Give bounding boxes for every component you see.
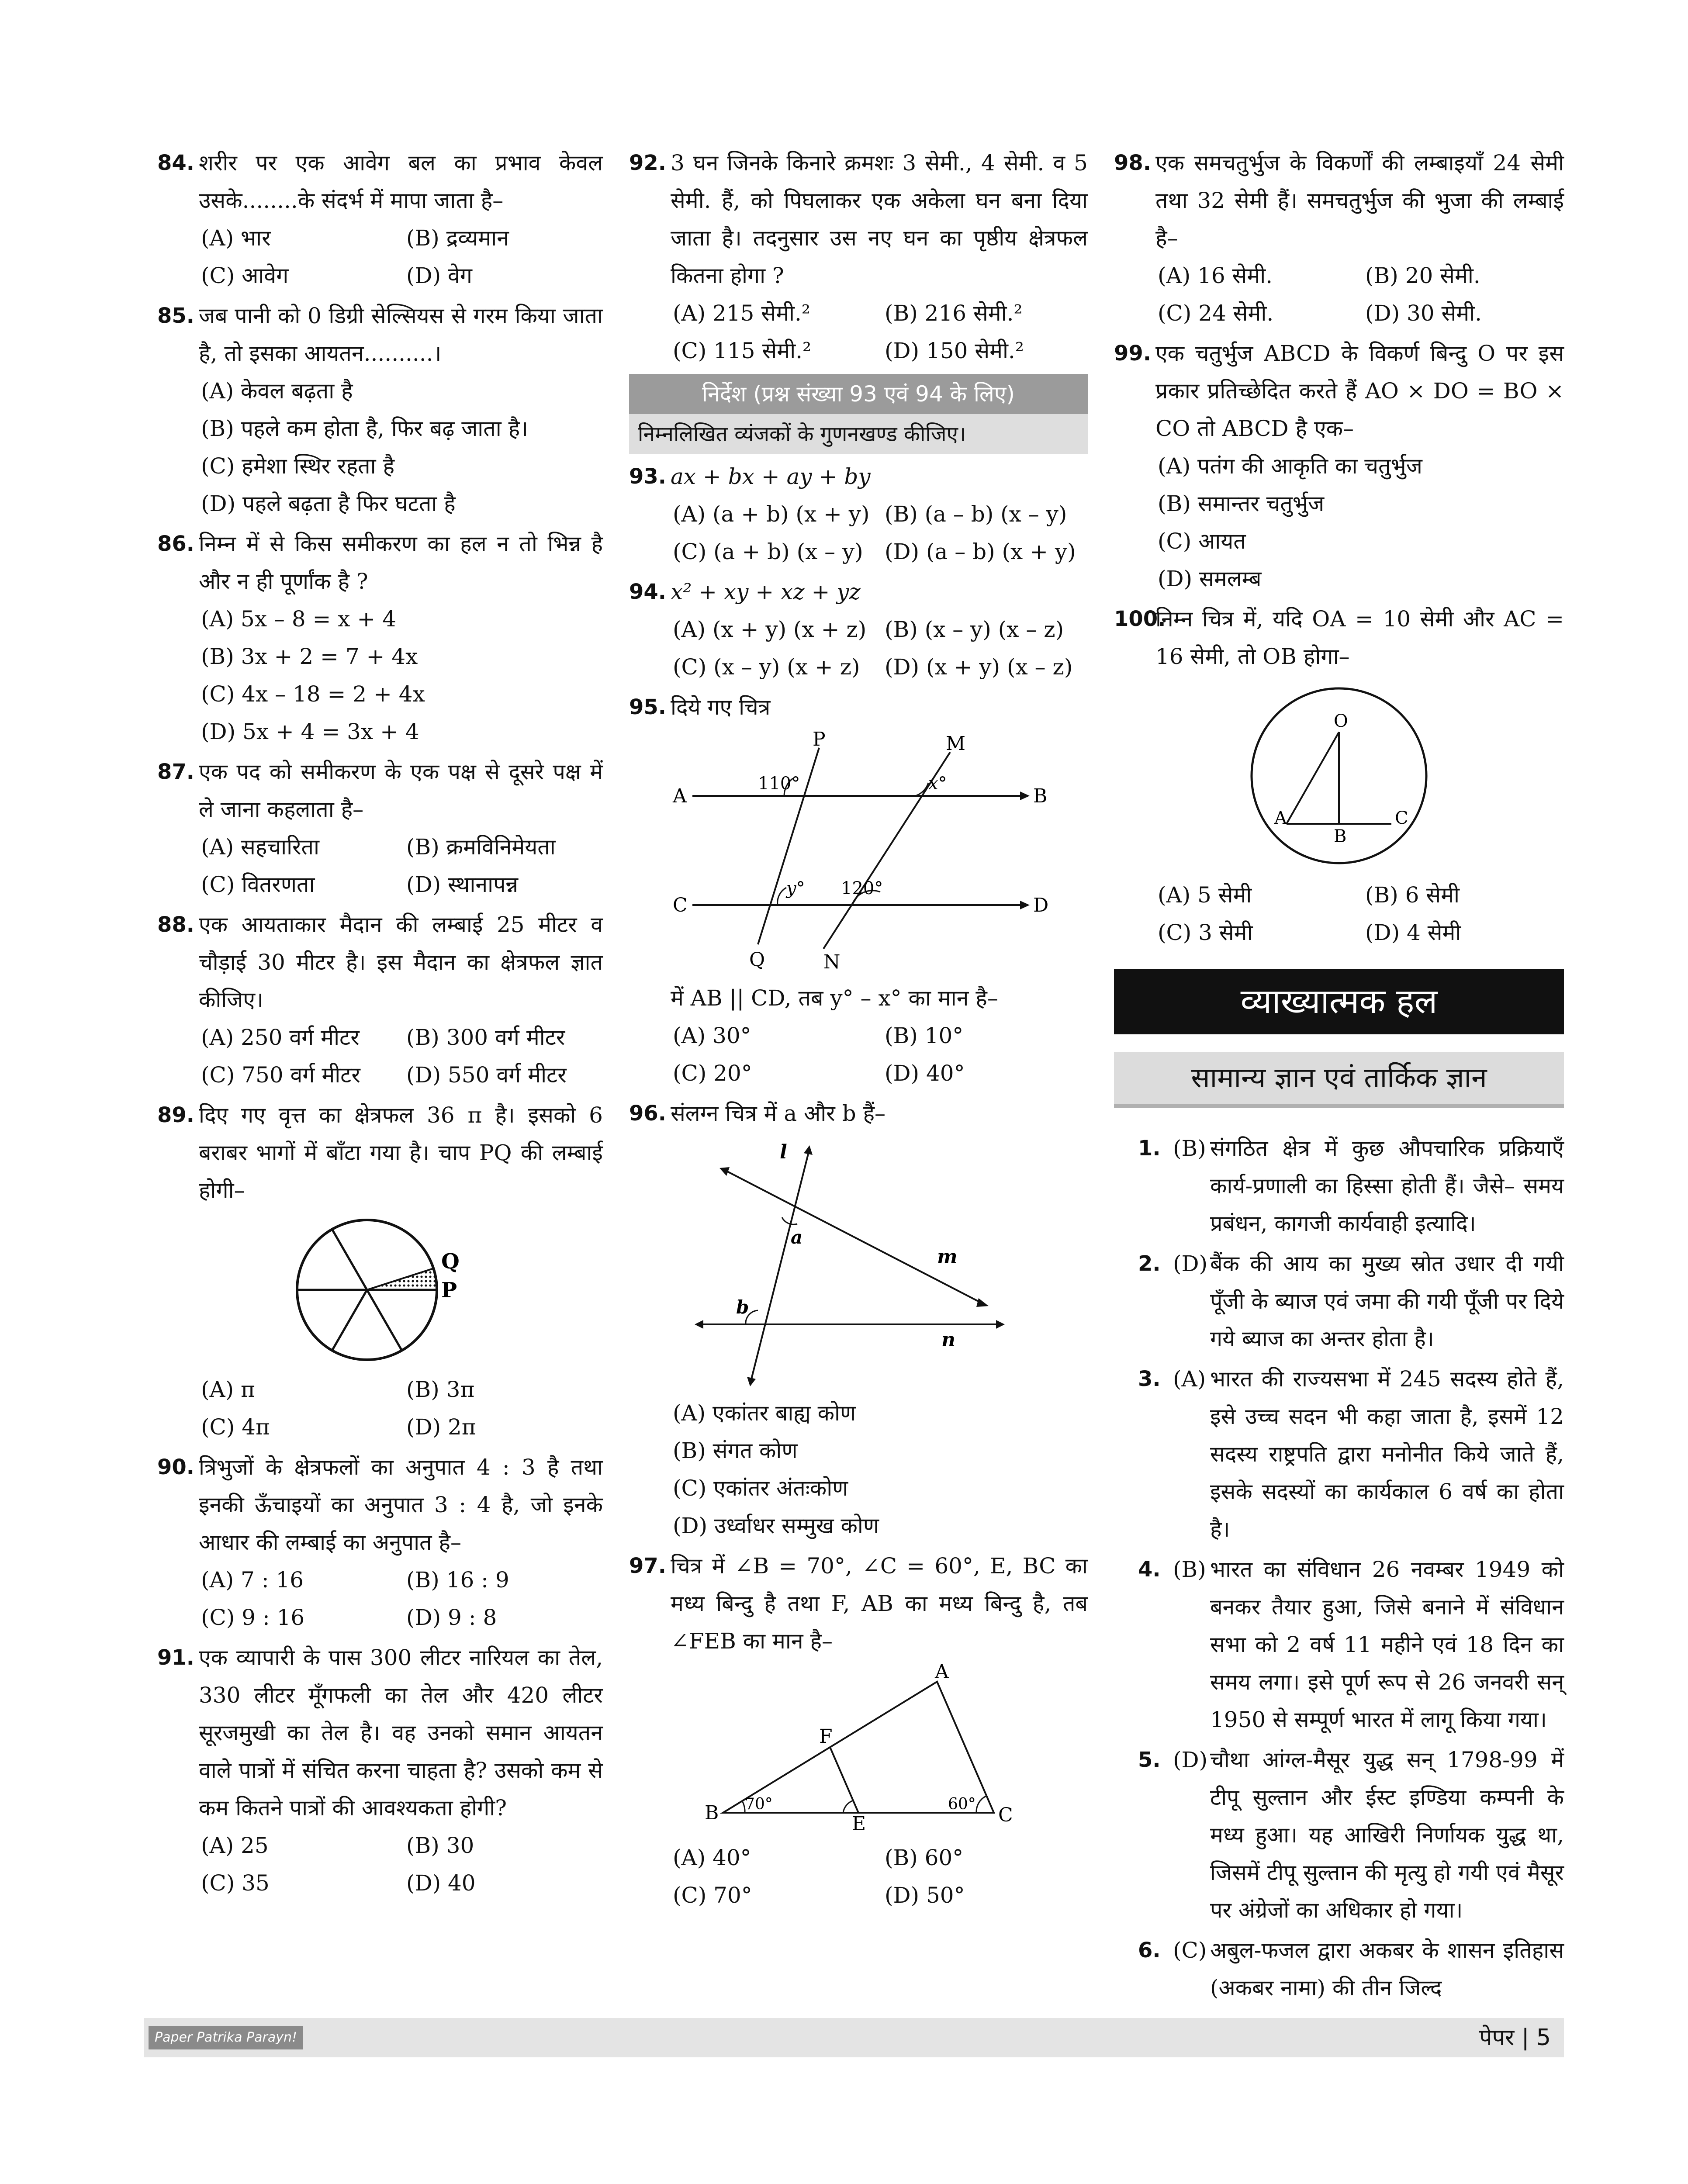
question-number: 86.	[157, 532, 195, 556]
option-d[interactable]: (D) 30 सेमी.	[1365, 301, 1482, 326]
label-c: C	[1395, 808, 1408, 828]
solution-choice: (B)	[1173, 1136, 1206, 1161]
solution-item	[1114, 1551, 1564, 1738]
circle-chord-figure	[1247, 684, 1431, 867]
options	[1158, 257, 1564, 332]
question-text: एक समचतुर्भुज के विकर्णों की लम्बाइयाँ 24 सेमी तथा 32 सेमी हैं। समचतुर्भुज की भुजा की लम्बाई है–	[1155, 150, 1564, 251]
solution-number: 4.	[1138, 1557, 1161, 1582]
solution-text: अबुल-फजल द्वारा अकबर के शासन इतिहास (अकबर नामा) की तीन जिल्द	[1210, 1938, 1564, 2001]
option-b[interactable]: (B) 30	[406, 1833, 474, 1858]
question-87	[157, 753, 603, 903]
question-number: 95.	[629, 695, 667, 719]
question-continuation: में AB || CD, तब y° – x° का मान है–	[671, 985, 998, 1011]
question-84	[157, 144, 603, 294]
column-1	[157, 144, 603, 1904]
option-b[interactable]: (B) समान्तर चतुर्भुज	[1158, 491, 1325, 516]
option-d[interactable]: (D) 4 सेमी	[1365, 920, 1461, 945]
option-d[interactable]: (D) पहले बढ़ता है फिर घटता है	[201, 491, 456, 516]
question-text: संलग्न चित्र में a और b हैं–	[671, 1101, 886, 1126]
label-n: N	[823, 951, 841, 973]
option-d[interactable]: (D) (x + y) (x – z)	[885, 654, 1073, 680]
question-text: शरीर पर एक आवेग बल का प्रभाव केवल उसके........के संदर्भ में मापा जाता है–	[199, 150, 603, 213]
question-number: 100.	[1114, 607, 1166, 631]
question-text: त्रिभुजों के क्षेत्रफलों का अनुपात 4 : 3 है तथा इनकी ऊँचाइयों का अनुपात 3 : 4 है, जो इनके आधार की लम्बाई का अनुपात है–	[199, 1455, 603, 1555]
label-o: O	[1334, 711, 1348, 731]
question-text: एक चतुर्भुज ABCD के विकर्ण बिन्दु O पर इस प्रकार प्रतिच्छेदित करते हैं AO × DO = BO × CO तो ABCD है एक–	[1155, 341, 1564, 441]
option-c[interactable]: (C) 3 सेमी	[1158, 920, 1253, 945]
option-a[interactable]: (A) पतंग की आकृति का चतुर्भुज	[1158, 453, 1422, 479]
option-b[interactable]: (B) 10°	[885, 1023, 964, 1048]
question-90	[157, 1448, 603, 1636]
question-86	[157, 525, 603, 750]
label-b: B	[1334, 826, 1347, 847]
option-b[interactable]: (B) 3π	[406, 1377, 475, 1402]
solution-number: 2.	[1138, 1251, 1161, 1276]
label-e: E	[852, 1813, 866, 1835]
label-f: F	[819, 1725, 833, 1748]
option-b[interactable]: (B) 60°	[885, 1845, 964, 1870]
question-93	[629, 458, 1088, 570]
option-c[interactable]: (C) 24 सेमी.	[1158, 301, 1274, 326]
options	[673, 1394, 1088, 1545]
solution-choice: (D)	[1173, 1747, 1208, 1773]
option-d[interactable]: (D) स्थानापन्न	[406, 872, 518, 897]
options	[201, 1371, 603, 1446]
question-text: निम्न में से किस समीकरण का हल न तो भिन्न है और न ही पूर्णांक है ?	[199, 531, 603, 594]
option-a[interactable]: (A) (x + y) (x + z)	[673, 617, 867, 642]
question-96	[629, 1095, 1088, 1545]
question-89	[157, 1096, 603, 1446]
solution-item	[1114, 1932, 1564, 2007]
options	[201, 1827, 603, 1902]
angle-x: x°	[928, 774, 947, 794]
question-text: चित्र में ∠B = 70°, ∠C = 60°, E, BC का मध्य बिन्दु है तथा F, AB का मध्य बिन्दु है, तब ∠FEB का मान है–	[671, 1553, 1088, 1654]
option-a[interactable]: (A) π	[201, 1377, 255, 1402]
option-d[interactable]: (D) 9 : 8	[406, 1605, 497, 1630]
question-text: x² + xy + xz + yz	[671, 579, 861, 605]
options	[201, 219, 603, 294]
option-d[interactable]: (D) 5x + 4 = 3x + 4	[201, 719, 419, 744]
question-text: एक पद को समीकरण के एक पक्ष से दूसरे पक्ष में ले जाना कहलाता है–	[199, 759, 603, 822]
option-a[interactable]: (A) 7 : 16	[201, 1567, 304, 1593]
angle-60: 60°	[948, 1795, 976, 1813]
solution-choice: (B)	[1173, 1557, 1206, 1582]
options	[1158, 876, 1564, 951]
question-number: 88.	[157, 912, 195, 937]
option-c[interactable]: (C) (a + b) (x – y)	[673, 539, 863, 564]
option-b[interactable]: (B) 16 : 9	[406, 1567, 509, 1593]
circle-sector-figure	[280, 1218, 481, 1362]
question-95	[629, 688, 1088, 1092]
column-3	[1114, 144, 1564, 2009]
option-d[interactable]: (D) 50°	[885, 1883, 965, 1908]
solution-item	[1114, 1130, 1564, 1242]
question-text: जब पानी को 0 डिग्री सेल्सियस से गरम किया जाता है, तो इसका आयतन..........।	[199, 303, 603, 366]
options	[1158, 447, 1564, 598]
question-text: दिये गए चित्र	[671, 695, 771, 720]
label-b: b	[736, 1296, 749, 1318]
option-a[interactable]: (A) भार	[201, 225, 271, 251]
question-text: निम्न चित्र में, यदि OA = 10 सेमी और AC = 16 सेमी, तो OB होगा–	[1155, 606, 1564, 669]
option-c[interactable]: (C) हमेशा स्थिर रहता है	[201, 453, 395, 479]
option-b[interactable]: (B) (a – b) (x – y)	[885, 501, 1067, 527]
option-b[interactable]: (B) 6 सेमी	[1365, 882, 1460, 908]
label-n: n	[941, 1329, 955, 1351]
solution-item	[1114, 1360, 1564, 1548]
option-b[interactable]: (B) 216 सेमी.²	[885, 301, 1023, 326]
option-b[interactable]: (B) द्रव्यमान	[406, 225, 509, 251]
column-2	[629, 144, 1088, 1917]
option-d[interactable]: (D) 40	[406, 1870, 476, 1896]
option-b[interactable]: (B) 3x + 2 = 7 + 4x	[201, 644, 418, 669]
option-b[interactable]: (B) 300 वर्ग मीटर	[406, 1025, 565, 1050]
question-number: 90.	[157, 1455, 195, 1479]
question-85	[157, 297, 603, 522]
option-a[interactable]: (A) एकांतर बाह्य कोण	[673, 1400, 856, 1426]
label-a: A	[1274, 808, 1287, 828]
question-98	[1114, 144, 1564, 332]
question-number: 91.	[157, 1645, 195, 1670]
directions-text: निम्नलिखित व्यंजकों के गुणनखण्ड कीजिए।	[629, 414, 1088, 454]
option-b[interactable]: (B) क्रमविनिमेयता	[406, 834, 556, 860]
solution-text: चौथा आंग्ल-मैसूर युद्ध सन् 1798-99 में टीपू सुल्तान और ईस्ट इण्डिया कम्पनी के मध्य हुआ। यह आखिरी निर्णायक युद्ध था, जिसमें टीपू सुल्तान की मृत्यु हो गयी एवं मैसूर पर अंग्रेजों का अधिकार हो गया।	[1210, 1747, 1564, 1923]
solution-choice: (A)	[1173, 1366, 1206, 1392]
label-a: A	[673, 785, 687, 807]
question-number: 87.	[157, 760, 195, 784]
solutions-heading: व्याख्यात्मक हल	[1114, 969, 1564, 1034]
option-a[interactable]: (A) 16 सेमी.	[1158, 263, 1273, 288]
options	[201, 600, 603, 750]
solution-text: बैंक की आय का मुख्य स्रोत उधार दी गयी पूँजी के ब्याज एवं जमा की गयी पूँजी पर दिये गये ब्याज का अन्तर होता है।	[1210, 1251, 1564, 1351]
option-d[interactable]: (D) 40°	[885, 1061, 965, 1086]
label-m: m	[937, 1246, 958, 1268]
question-text: दिए गए वृत्त का क्षेत्रफल 36 π है। इसको 6 बराबर भागों में बाँटा गया है। चाप PQ की लम्बाई होगी–	[199, 1102, 603, 1203]
label-m: M	[946, 733, 966, 755]
option-a[interactable]: (A) (a + b) (x + y)	[673, 501, 870, 527]
question-94	[629, 573, 1088, 686]
option-d[interactable]: (D) 550 वर्ग मीटर	[406, 1062, 567, 1088]
option-d[interactable]: (D) समलम्ब	[1158, 566, 1262, 591]
solution-choice: (D)	[1173, 1251, 1208, 1276]
angle-70: 70°	[745, 1795, 773, 1813]
option-c[interactable]: (C) वितरणता	[201, 872, 315, 897]
parallel-lines-figure	[671, 728, 1049, 973]
question-number: 99.	[1114, 341, 1152, 366]
option-d[interactable]: (D) वेग	[406, 263, 472, 288]
options	[673, 1839, 1088, 1914]
question-text: ax + bx + ay + by	[671, 464, 871, 489]
options	[673, 495, 1088, 570]
option-c[interactable]: (C) (x – y) (x + z)	[673, 654, 860, 680]
solution-number: 5.	[1138, 1748, 1161, 1772]
publisher-logo: Paper Patrika Parayn!	[149, 2026, 303, 2049]
option-c[interactable]: (C) 4π	[201, 1414, 270, 1440]
label-p: P	[441, 1278, 457, 1303]
label-c: C	[673, 894, 688, 916]
solution-number: 1.	[1138, 1136, 1161, 1161]
question-number: 98.	[1114, 151, 1152, 175]
option-b[interactable]: (B) संगत कोण	[673, 1438, 798, 1463]
options	[201, 1019, 603, 1094]
option-d[interactable]: (D) 2π	[406, 1414, 476, 1440]
options	[201, 1561, 603, 1636]
solution-number: 6.	[1138, 1938, 1161, 1963]
question-text: 3 घन जिनके किनारे क्रमशः 3 सेमी., 4 सेमी. व 5 सेमी. हैं, को पिघलाकर एक अकेला घन बना दिया जाता है। तदनुसार उस नए घन का पृष्ठीय क्षेत्रफल कितना होगा ?	[671, 150, 1088, 288]
question-number: 96.	[629, 1101, 667, 1126]
label-l: l	[780, 1141, 787, 1163]
label-a: A	[935, 1661, 949, 1683]
page-footer	[144, 2018, 1564, 2057]
label-c: C	[998, 1804, 1013, 1826]
option-a[interactable]: (A) 40°	[673, 1845, 751, 1870]
option-c[interactable]: (C) 115 सेमी.²	[673, 338, 812, 363]
question-99	[1114, 335, 1564, 598]
question-number: 85.	[157, 304, 195, 328]
option-d[interactable]: (D) 150 सेमी.²	[885, 338, 1024, 363]
question-number: 93.	[629, 464, 667, 489]
option-c[interactable]: (C) 70°	[673, 1883, 752, 1908]
question-88	[157, 906, 603, 1094]
label-p: P	[813, 728, 826, 750]
question-number: 94.	[629, 580, 667, 604]
options	[673, 294, 1088, 370]
option-c[interactable]: (C) 9 : 16	[201, 1605, 305, 1630]
question-91	[157, 1639, 603, 1902]
solution-text: भारत की राज्यसभा में 245 सदस्य होते हैं, इसे उच्च सदन भी कहा जाता है, इसमें 12 सदस्य राष्ट्रपति द्वारा मनोनीत किये जाते हैं, इसके सदस्यों का कार्यकाल 6 वर्ष का होता है।	[1210, 1366, 1564, 1542]
option-a[interactable]: (A) 5 सेमी	[1158, 882, 1252, 908]
option-d[interactable]: (D) उर्ध्वाधर सम्मुख कोण	[673, 1513, 879, 1538]
question-text: एक आयताकार मैदान की लम्बाई 25 मीटर व चौड़ाई 30 मीटर है। इस मैदान का क्षेत्रफल ज्ञात कीजिए।	[199, 912, 603, 1013]
option-b[interactable]: (B) (x – y) (x – z)	[885, 617, 1064, 642]
question-number: 89.	[157, 1103, 195, 1127]
label-b: B	[1033, 785, 1048, 807]
options	[673, 611, 1088, 686]
solution-number: 3.	[1138, 1367, 1161, 1391]
angle-110: 110°	[758, 774, 800, 794]
solutions-subheading: सामान्य ज्ञान एवं तार्किक ज्ञान	[1114, 1052, 1564, 1108]
option-a[interactable]: (A) 250 वर्ग मीटर	[201, 1025, 360, 1050]
solution-item	[1114, 1245, 1564, 1358]
option-c[interactable]: (C) आयत	[1158, 529, 1246, 554]
option-a[interactable]: (A) 215 सेमी.²	[673, 301, 810, 326]
option-a[interactable]: (A) 5x – 8 = x + 4	[201, 606, 396, 632]
angle-y: y°	[786, 878, 805, 898]
question-97	[629, 1547, 1088, 1914]
option-c[interactable]: (C) एकांतर अंतःकोण	[673, 1476, 848, 1501]
angle-120: 120°	[841, 878, 883, 898]
question-text: एक व्यापारी के पास 300 लीटर नारियल का तेल, 330 लीटर मूँगफली का तेल और 420 लीटर सूरजमुखी का तेल है। वह उनको समान आयतन वाले पात्रों में संचित करना चाहता है? उसको कम से कम कितने पात्रों की आवश्यकता होगी?	[199, 1645, 603, 1821]
option-c[interactable]: (C) 20°	[673, 1061, 752, 1086]
solution-text: संगठित क्षेत्र में कुछ औपचारिक प्रक्रियाएँ कार्य-प्रणाली का हिस्सा होती हैं। जैसे– समय प्रबंधन, कागजी कार्यवाही इत्यादि।	[1210, 1136, 1564, 1236]
option-b[interactable]: (B) पहले कम होता है, फिर बढ़ जाता है।	[201, 416, 529, 441]
question-100	[1114, 600, 1564, 951]
solution-choice: (C)	[1173, 1938, 1207, 1963]
option-b[interactable]: (B) 20 सेमी.	[1365, 263, 1480, 288]
option-c[interactable]: (C) आवेग	[201, 263, 289, 288]
options	[673, 1017, 1088, 1092]
option-a[interactable]: (A) 30°	[673, 1023, 751, 1048]
label-q: Q	[441, 1249, 460, 1274]
question-number: 84.	[157, 151, 195, 175]
solution-item	[1114, 1741, 1564, 1929]
question-number: 97.	[629, 1554, 667, 1578]
label-d: D	[1033, 894, 1049, 916]
options	[201, 828, 603, 903]
options	[201, 372, 603, 522]
option-a[interactable]: (A) 25	[201, 1833, 269, 1858]
solution-text: भारत का संविधान 26 नवम्बर 1949 को बनकर तैयार हुआ, जिसे बनाने में संविधान सभा को 2 वर्ष 11 महीने एवं 18 दिन का समय लगा। इसे पूर्ण रूप से 26 जनवरी सन् 1950 से सम्पूर्ण भारत में लागू किया गया।	[1210, 1557, 1564, 1732]
option-c[interactable]: (C) 35	[201, 1870, 270, 1896]
option-d[interactable]: (D) (a – b) (x + y)	[885, 539, 1076, 564]
question-number: 92.	[629, 151, 667, 175]
option-a[interactable]: (A) केवल बढ़ता है	[201, 378, 353, 404]
question-92	[629, 144, 1088, 370]
option-c[interactable]: (C) 750 वर्ग मीटर	[201, 1062, 360, 1088]
label-q: Q	[749, 949, 765, 971]
label-b: B	[705, 1802, 719, 1824]
page-number: पेपर | 5	[1479, 2025, 1551, 2051]
option-a[interactable]: (A) सहचारिता	[201, 834, 319, 860]
triangle-figure	[692, 1661, 1024, 1835]
transversal-lines-figure	[692, 1141, 1024, 1386]
directions-heading: निर्देश (प्रश्न संख्या 93 एवं 94 के लिए)	[629, 374, 1088, 414]
option-c[interactable]: (C) 4x – 18 = 2 + 4x	[201, 681, 425, 707]
label-a: a	[791, 1227, 803, 1248]
